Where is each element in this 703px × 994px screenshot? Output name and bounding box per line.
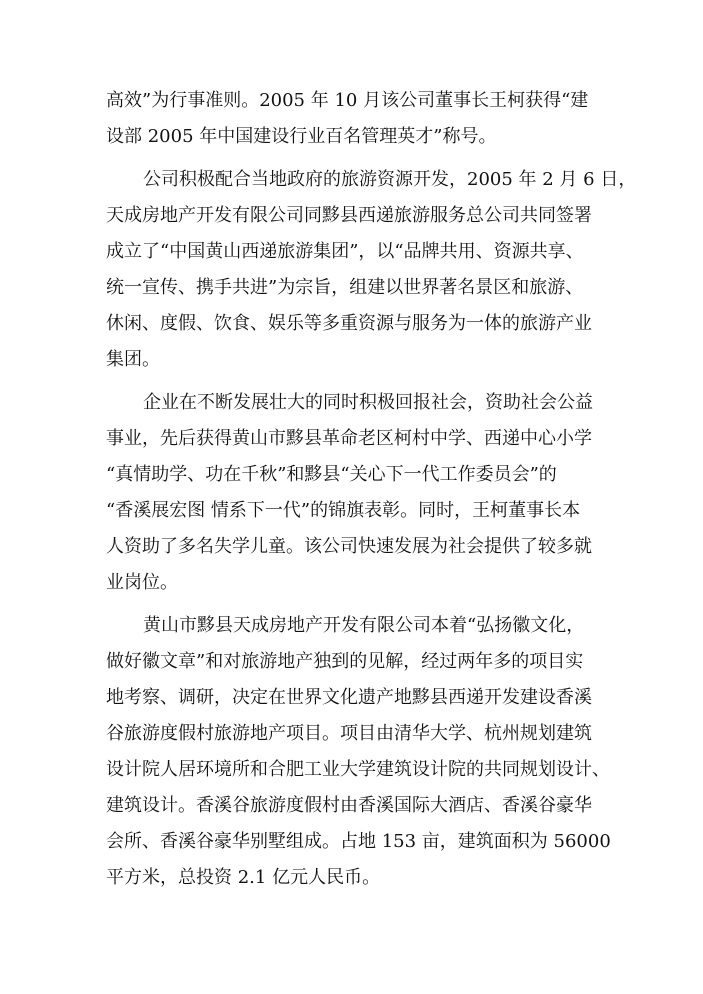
text-line: 平方米，总投资 2.1 亿元人民币。: [106, 867, 381, 888]
text-line: 地考察、调研，决定在世界文化遗产地黟县西递开发建设香溪: [106, 687, 592, 708]
text-line: “真情助学、功在千秋”和黟县“关心下一代工作委员会”的: [106, 464, 557, 485]
paragraph-start-line: 黄山市黟县天成房地产开发有限公司本着“弘扬徽文化，: [143, 615, 585, 636]
paragraph-start-line: 企业在不断发展壮大的同时积极回报社会，资助社会公益: [143, 392, 593, 413]
text-line: 业岗位。: [106, 572, 178, 593]
text-line: 设部 2005 年中国建设行业百名管理英才”称号。: [106, 126, 497, 147]
text-line: 事业，先后获得黄山市黟县革命老区柯村中学、西递中心小学: [106, 428, 592, 449]
text-line: 做好徽文章”和对旅游地产独到的见解，经过两年多的项目实: [106, 651, 584, 672]
text-line: 休闲、度假、饮食、娱乐等多重资源与服务为一体的旅游产业: [106, 313, 592, 334]
text-line: 集团。: [106, 349, 160, 370]
text-line: 建筑设计。香溪谷旅游度假村由香溪国际大酒店、香溪谷豪华: [106, 795, 592, 816]
paragraph-start-line: 公司积极配合当地政府的旅游资源开发，2005 年 2 月 6 日，: [143, 169, 637, 190]
text-line: 会所、香溪谷豪华别墅组成。占地 153 亩，建筑面积为 56000: [106, 831, 611, 852]
text-line: 成立了“中国黄山西递旅游集团”，以“品牌共用、资源共享、: [106, 241, 584, 262]
text-line: 谷旅游度假村旅游地产项目。项目由清华大学、杭州规划建筑: [106, 723, 592, 744]
text-line: 设计院人居环境所和合肥工业大学建筑设计院的共同规划设计、: [106, 759, 610, 780]
text-line: 天成房地产开发有限公司同黟县西递旅游服务总公司共同签署: [106, 205, 592, 226]
text-line: 高效”为行事准则。2005 年 10 月该公司董事长王柯获得“建: [106, 90, 589, 111]
text-line: 人资助了多名失学儿童。该公司快速发展为社会提供了较多就: [106, 536, 592, 557]
text-line: 统一宣传、携手共进”为宗旨，组建以世界著名景区和旅游、: [106, 277, 584, 298]
text-line: “香溪展宏图 情系下一代”的锦旗表彰。同时，王柯董事长本: [106, 500, 581, 521]
